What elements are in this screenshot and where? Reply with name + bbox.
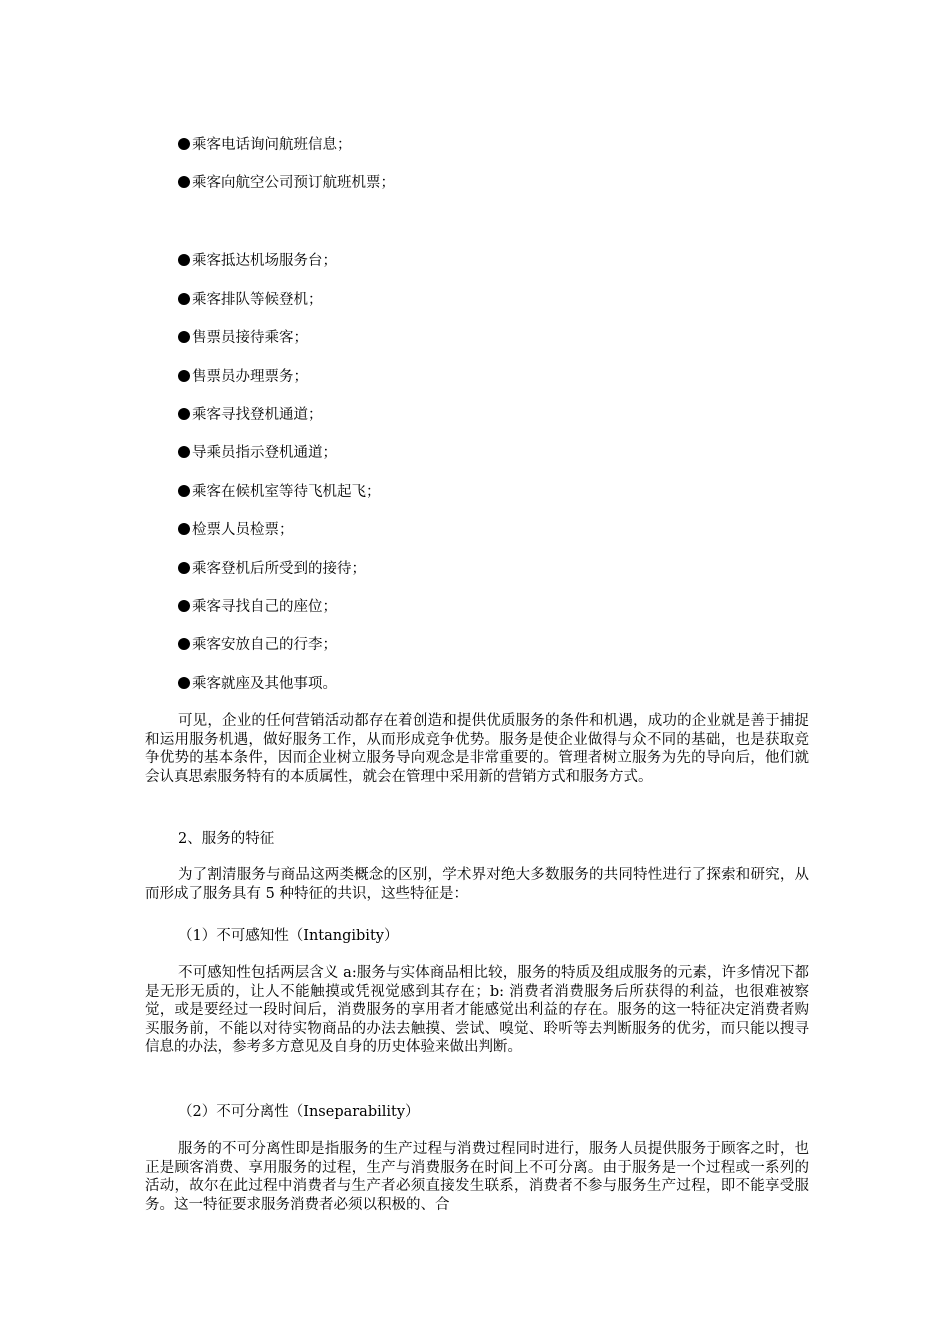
list-item-text: 乘客电话询问航班信息； [192, 137, 352, 153]
list-item-text: 乘客寻找自己的座位； [192, 598, 337, 615]
list-item-text: 乘客排队等候登机； [192, 291, 323, 308]
list-item [178, 597, 818, 617]
subheading-inseparability: （2）不可分离性（Inseparability） [178, 1104, 420, 1120]
conclusion-paragraph: 可见，企业的任何营销活动都存在着创造和提供优质服务的条件和机遇，成功的企业就是善于捕捉和运用服务机遇，做好服务工作，从而形成竞争优势。服务是使企业做得与众不同的基础，也是获取竞争优势的基本条件，因而企业树立服务导向观念是非常重要的。管理者树立服务为先的导向后，他们就会认真思索服务特有的本质属性，就会在管理中采用新的营销方式和服务方式。 [145, 713, 809, 785]
list-item-text: 售票员接待乘客； [192, 330, 308, 347]
list-item-text: 乘客登机后所受到的接待； [192, 560, 366, 577]
list-item [178, 443, 818, 463]
bullet-icon [178, 485, 190, 497]
section-intro-paragraph: 为了割清服务与商品这两类概念的区别，学术界对绝大多数服务的共同特性进行了探索和研究，从而形成了服务具有 5 种特征的共识，这些特征是： [145, 867, 809, 902]
subheading-intangibility: （1）不可感知性（Intangibity） [178, 928, 399, 944]
list-item [178, 635, 818, 655]
list-item-text: 乘客安放自己的行李； [192, 637, 337, 654]
list-item [178, 367, 818, 387]
service-steps-list [178, 135, 818, 712]
bullet-icon [178, 600, 190, 612]
list-item [178, 328, 818, 348]
bullet-icon [178, 638, 190, 650]
list-item [178, 135, 818, 155]
list-item [178, 290, 818, 310]
bullet-icon [178, 254, 190, 266]
bullet-icon [178, 523, 190, 535]
list-item [178, 482, 818, 502]
list-item [178, 559, 818, 579]
list-item-text: 乘客就座及其他事项。 [192, 675, 337, 692]
list-item [178, 173, 818, 193]
list-item [178, 520, 818, 540]
bullet-icon [178, 562, 190, 574]
bullet-icon [178, 176, 190, 188]
list-item-text: 乘客抵达机场服务台； [192, 253, 337, 270]
list-item-text: 乘客寻找登机通道； [192, 406, 323, 423]
intangibility-paragraph: 不可感知性包括两层含义 a:服务与实体商品相比较，服务的特质及组成服务的元素，许多情况下都是无形无质的，让人不能触摸或凭视觉感到其存在；b: 消费者消费服务后所获得的利益，也很难被察觉，或是要经过一段时间后，消费服务的享用者才能感觉出利益的存在。服务的这一特征决定消费者购买服务前，不能以对待实物商品的办法去触摸、尝试、嗅觉、聆听等去判断服务的优劣，而只能以搜寻信息的办法，参考多方意见及自身的历史体验来做出判断。 [145, 965, 809, 1056]
bullet-icon [178, 408, 190, 420]
bullet-icon [178, 293, 190, 305]
list-item-text: 售票员办理票务； [192, 368, 308, 385]
list-item-text: 检票人员检票； [192, 522, 294, 539]
bullet-icon [178, 331, 190, 343]
bullet-icon [178, 370, 190, 382]
list-item [178, 251, 818, 271]
bullet-icon [178, 677, 190, 689]
inseparability-paragraph: 服务的不可分离性即是指服务的生产过程与消费过程同时进行，服务人员提供服务于顾客之时，也正是顾客消费、享用服务的过程，生产与消费服务在时间上不可分离。由于服务是一个过程或一系列的活动，故尔在此过程中消费者与生产者必须直接发生联系，消费者不参与服务生产过程，即不能享受服务。这一特征要求服务消费者必须以积极的、合 [145, 1141, 809, 1213]
list-item [178, 674, 818, 694]
list-item-text: 乘客在候机室等待飞机起飞； [192, 483, 381, 500]
list-item [178, 405, 818, 425]
bullet-icon [178, 446, 190, 458]
list-item-text: 导乘员指示登机通道； [192, 445, 337, 462]
section-heading: 2、服务的特征 [178, 831, 275, 847]
list-item-text: 乘客向航空公司预订航班机票； [192, 175, 395, 192]
bullet-icon [178, 138, 190, 150]
